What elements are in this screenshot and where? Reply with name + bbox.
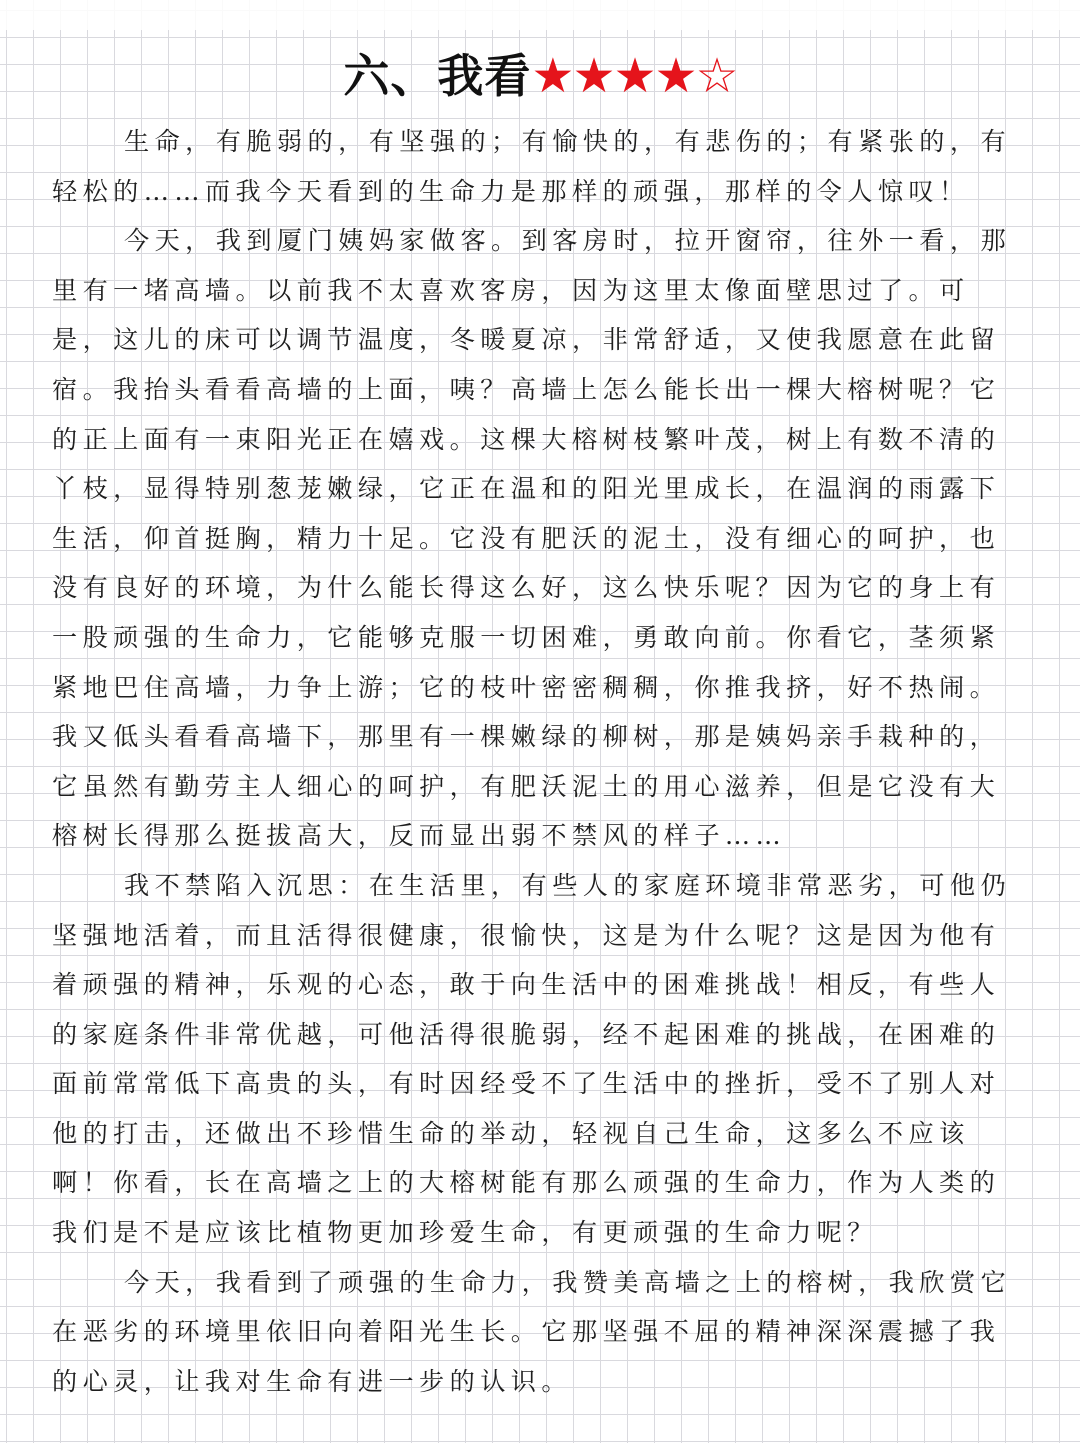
star-rating	[531, 48, 736, 104]
essay-body	[52, 117, 1028, 1406]
top-fade-bar	[0, 0, 1080, 30]
page-title	[0, 44, 1080, 108]
star-filled-icon: ★	[531, 48, 573, 104]
star-filled-icon: ★	[572, 48, 614, 104]
star-empty-icon: ☆	[695, 48, 737, 104]
paragraph-3: 我不禁陷入沉思：在生活里，有些人的家庭环境非常恶劣，可他仍坚强地活着，而且活得很健康，很愉快，这是为什么呢？这是因为他有着顽强的精神，乐观的心态，敢于向生活中的困难挑战！相反，有些人的家庭条件非常优越，可他活得很脆弱，经不起困难的挑战，在困难的面前常常低下高贵的头，有时因经受不了生活中的挫折，受不了别人对他的打击，还做出不珍惜生命的举动，轻视自己生命，这多么不应该啊！你看，长在高墙之上的大榕树能有那么顽强的生命力，作为人类的我们是不是应该比植物更加珍爱生命，有更顽强的生命力呢？	[52, 870, 1012, 1248]
paragraph-1: 生命，有脆弱的，有坚强的；有愉快的，有悲伤的；有紧张的，有轻松的……而我今天看到的生命力是那样的顽强，那样的令人惊叹！	[52, 127, 1012, 206]
paragraph-2: 今天，我到厦门姨妈家做客。到客房时，拉开窗帘，往外一看，那里有一堵高墙。以前我不太喜欢客房，因为这里太像面壁思过了。可是，这儿的床可以调节温度，冬暖夏凉，非常舒适，又使我愿意在此留宿。我抬头看看高墙的上面，咦？高墙上怎么能长出一棵大榕树呢？它的正上面有一束阳光正在嬉戏。这棵大榕树枝繁叶茂，树上有数不清的丫枝，显得特别葱茏嫩绿，它正在温和的阳光里成长，在温润的雨露下生活，仰首挺胸，精力十足。它没有肥沃的泥土，没有细心的呵护，也没有良好的环境，为什么能长得这么好，这么快乐呢？因为它的身上有一股顽强的生命力，它能够克服一切困难，勇敢向前。你看它，茎须紧紧地巴住高墙，力争上游；它的枝叶密密稠稠，你推我挤，好不热闹。我又低头看看高墙下，那里有一棵嫩绿的柳树，那是姨妈亲手栽种的，它虽然有勤劳主人细心的呵护，有肥沃泥土的用心滋养，但是它没有大榕树长得那么挺拔高大，反而显出弱不禁风的样子……	[52, 226, 1012, 851]
title-text: 六、我看	[343, 49, 532, 103]
star-filled-icon: ★	[654, 48, 696, 104]
star-filled-icon: ★	[613, 48, 655, 104]
paragraph-4: 今天，我看到了顽强的生命力，我赞美高墙之上的榕树，我欣赏它在恶劣的环境里依旧向着阳光生长。它那坚强不屈的精神深深震撼了我的心灵，让我对生命有进一步的认识。	[52, 1267, 1012, 1396]
